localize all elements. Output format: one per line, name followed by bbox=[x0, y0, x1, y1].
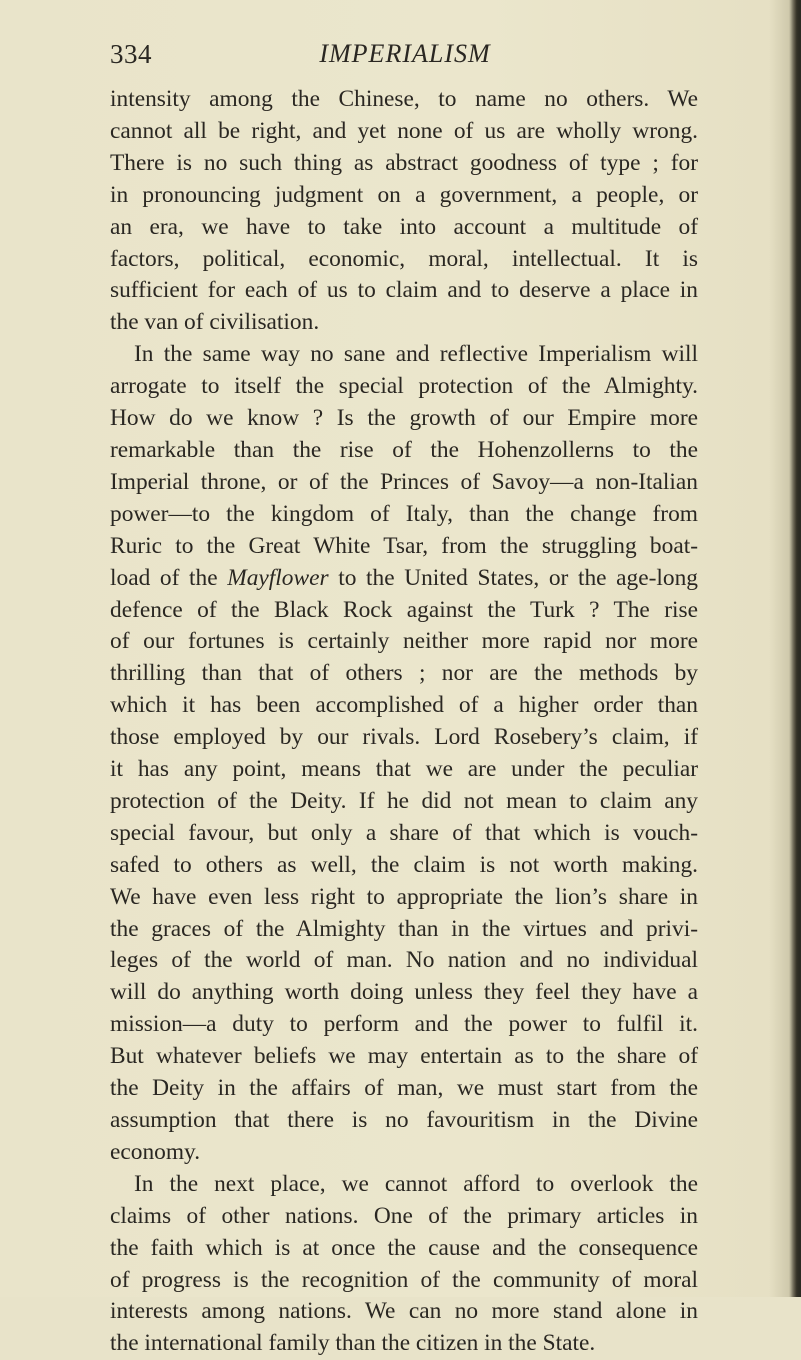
running-title: IMPERIALISM bbox=[319, 39, 491, 68]
text-line: special favour, but only a share of that which is vouch- bbox=[110, 819, 698, 846]
text-line: Imperial throne, or of the Princes of Savoy—a non-Italian bbox=[110, 468, 698, 495]
body-text bbox=[110, 84, 698, 1360]
text-line: the faith which is at once the cause and the consequence bbox=[110, 1234, 698, 1261]
text-line: remarkable than the rise of the Hohenzollerns to the bbox=[110, 436, 698, 463]
text-line: interests among nations. We can no more stand alone in bbox=[110, 1298, 698, 1325]
text-span: to the United States, or the age-long bbox=[328, 564, 698, 591]
text-line: thrilling than that of others ; nor are the methods by bbox=[110, 660, 698, 687]
text-line: power—to the kingdom of Italy, than the change from bbox=[110, 500, 698, 527]
text-line: leges of the world of man. No nation and no individual bbox=[110, 947, 698, 974]
text-line: safed to others as well, the claim is not worth making. bbox=[110, 851, 698, 878]
text-span: load of the bbox=[110, 564, 228, 591]
text-line: the international family than the citizen in the State. bbox=[110, 1330, 596, 1357]
text-line: economy. bbox=[110, 1138, 201, 1165]
text-line: of our fortunes is certainly neither more rapid nor more bbox=[110, 628, 698, 655]
page-edge-shadow bbox=[791, 0, 801, 1297]
text-line: in pronouncing judgment on a government, a people, or bbox=[110, 181, 698, 208]
text-line: the Deity in the affairs of man, we must start from the bbox=[110, 1075, 698, 1102]
text-line-mixed bbox=[110, 563, 698, 595]
text-line: arrogate to itself the special protection of the Almighty. bbox=[110, 373, 698, 400]
text-line: claims of other nations. One of the primary articles in bbox=[110, 1202, 698, 1229]
text-line: sufficient for each of us to claim and to deserve a place in bbox=[110, 277, 698, 304]
running-head bbox=[110, 39, 700, 73]
text-line: intensity among the Chinese, to name no others. We bbox=[110, 86, 698, 112]
text-line: mission—a duty to perform and the power to fulfil it. bbox=[110, 1011, 698, 1038]
text-line: There is no such thing as abstract goodness of type ; for bbox=[110, 149, 698, 176]
text-line: defence of the Black Rock against the Turk ? The rise bbox=[110, 596, 698, 623]
text-line: In the next place, we cannot afford to overlook the bbox=[134, 1170, 698, 1197]
text-line: the graces of the Almighty than in the virtues and privi- bbox=[110, 915, 698, 942]
text-line: How do we know ? Is the growth of our Empire more bbox=[110, 405, 698, 432]
text-line: protection of the Deity. If he did not mean to claim any bbox=[110, 787, 698, 814]
text-line: those employed by our rivals. Lord Rosebery’s claim, if bbox=[110, 724, 698, 751]
text-line: Ruric to the Great White Tsar, from the struggling boat- bbox=[110, 532, 698, 559]
text-line: an era, we have to take into account a multitude of bbox=[110, 213, 698, 240]
text-line: In the same way no sane and reflective Imperialism will bbox=[134, 341, 698, 368]
text-line: of progress is the recognition of the community of moral bbox=[110, 1266, 698, 1293]
text-line: will do anything worth doing unless they feel they have a bbox=[110, 979, 698, 1006]
text-line: the van of civilisation. bbox=[110, 309, 320, 336]
text-line: We have even less right to appropriate the lion’s share in bbox=[110, 883, 698, 910]
text-line: it has any point, means that we are under the peculiar bbox=[110, 756, 698, 783]
text-line: which it has been accomplished of a higher order than bbox=[110, 692, 698, 719]
text-line: assumption that there is no favouritism in the Divine bbox=[110, 1107, 698, 1133]
italic-ship-name: Mayflower bbox=[227, 564, 329, 591]
page-number: 334 bbox=[110, 39, 152, 69]
text-line: factors, political, economic, moral, intellectual. It is bbox=[110, 245, 698, 272]
text-line: cannot all be right, and yet none of us are wholly wrong. bbox=[110, 117, 698, 144]
text-line: But whatever beliefs we may entertain as to the share of bbox=[110, 1043, 698, 1070]
